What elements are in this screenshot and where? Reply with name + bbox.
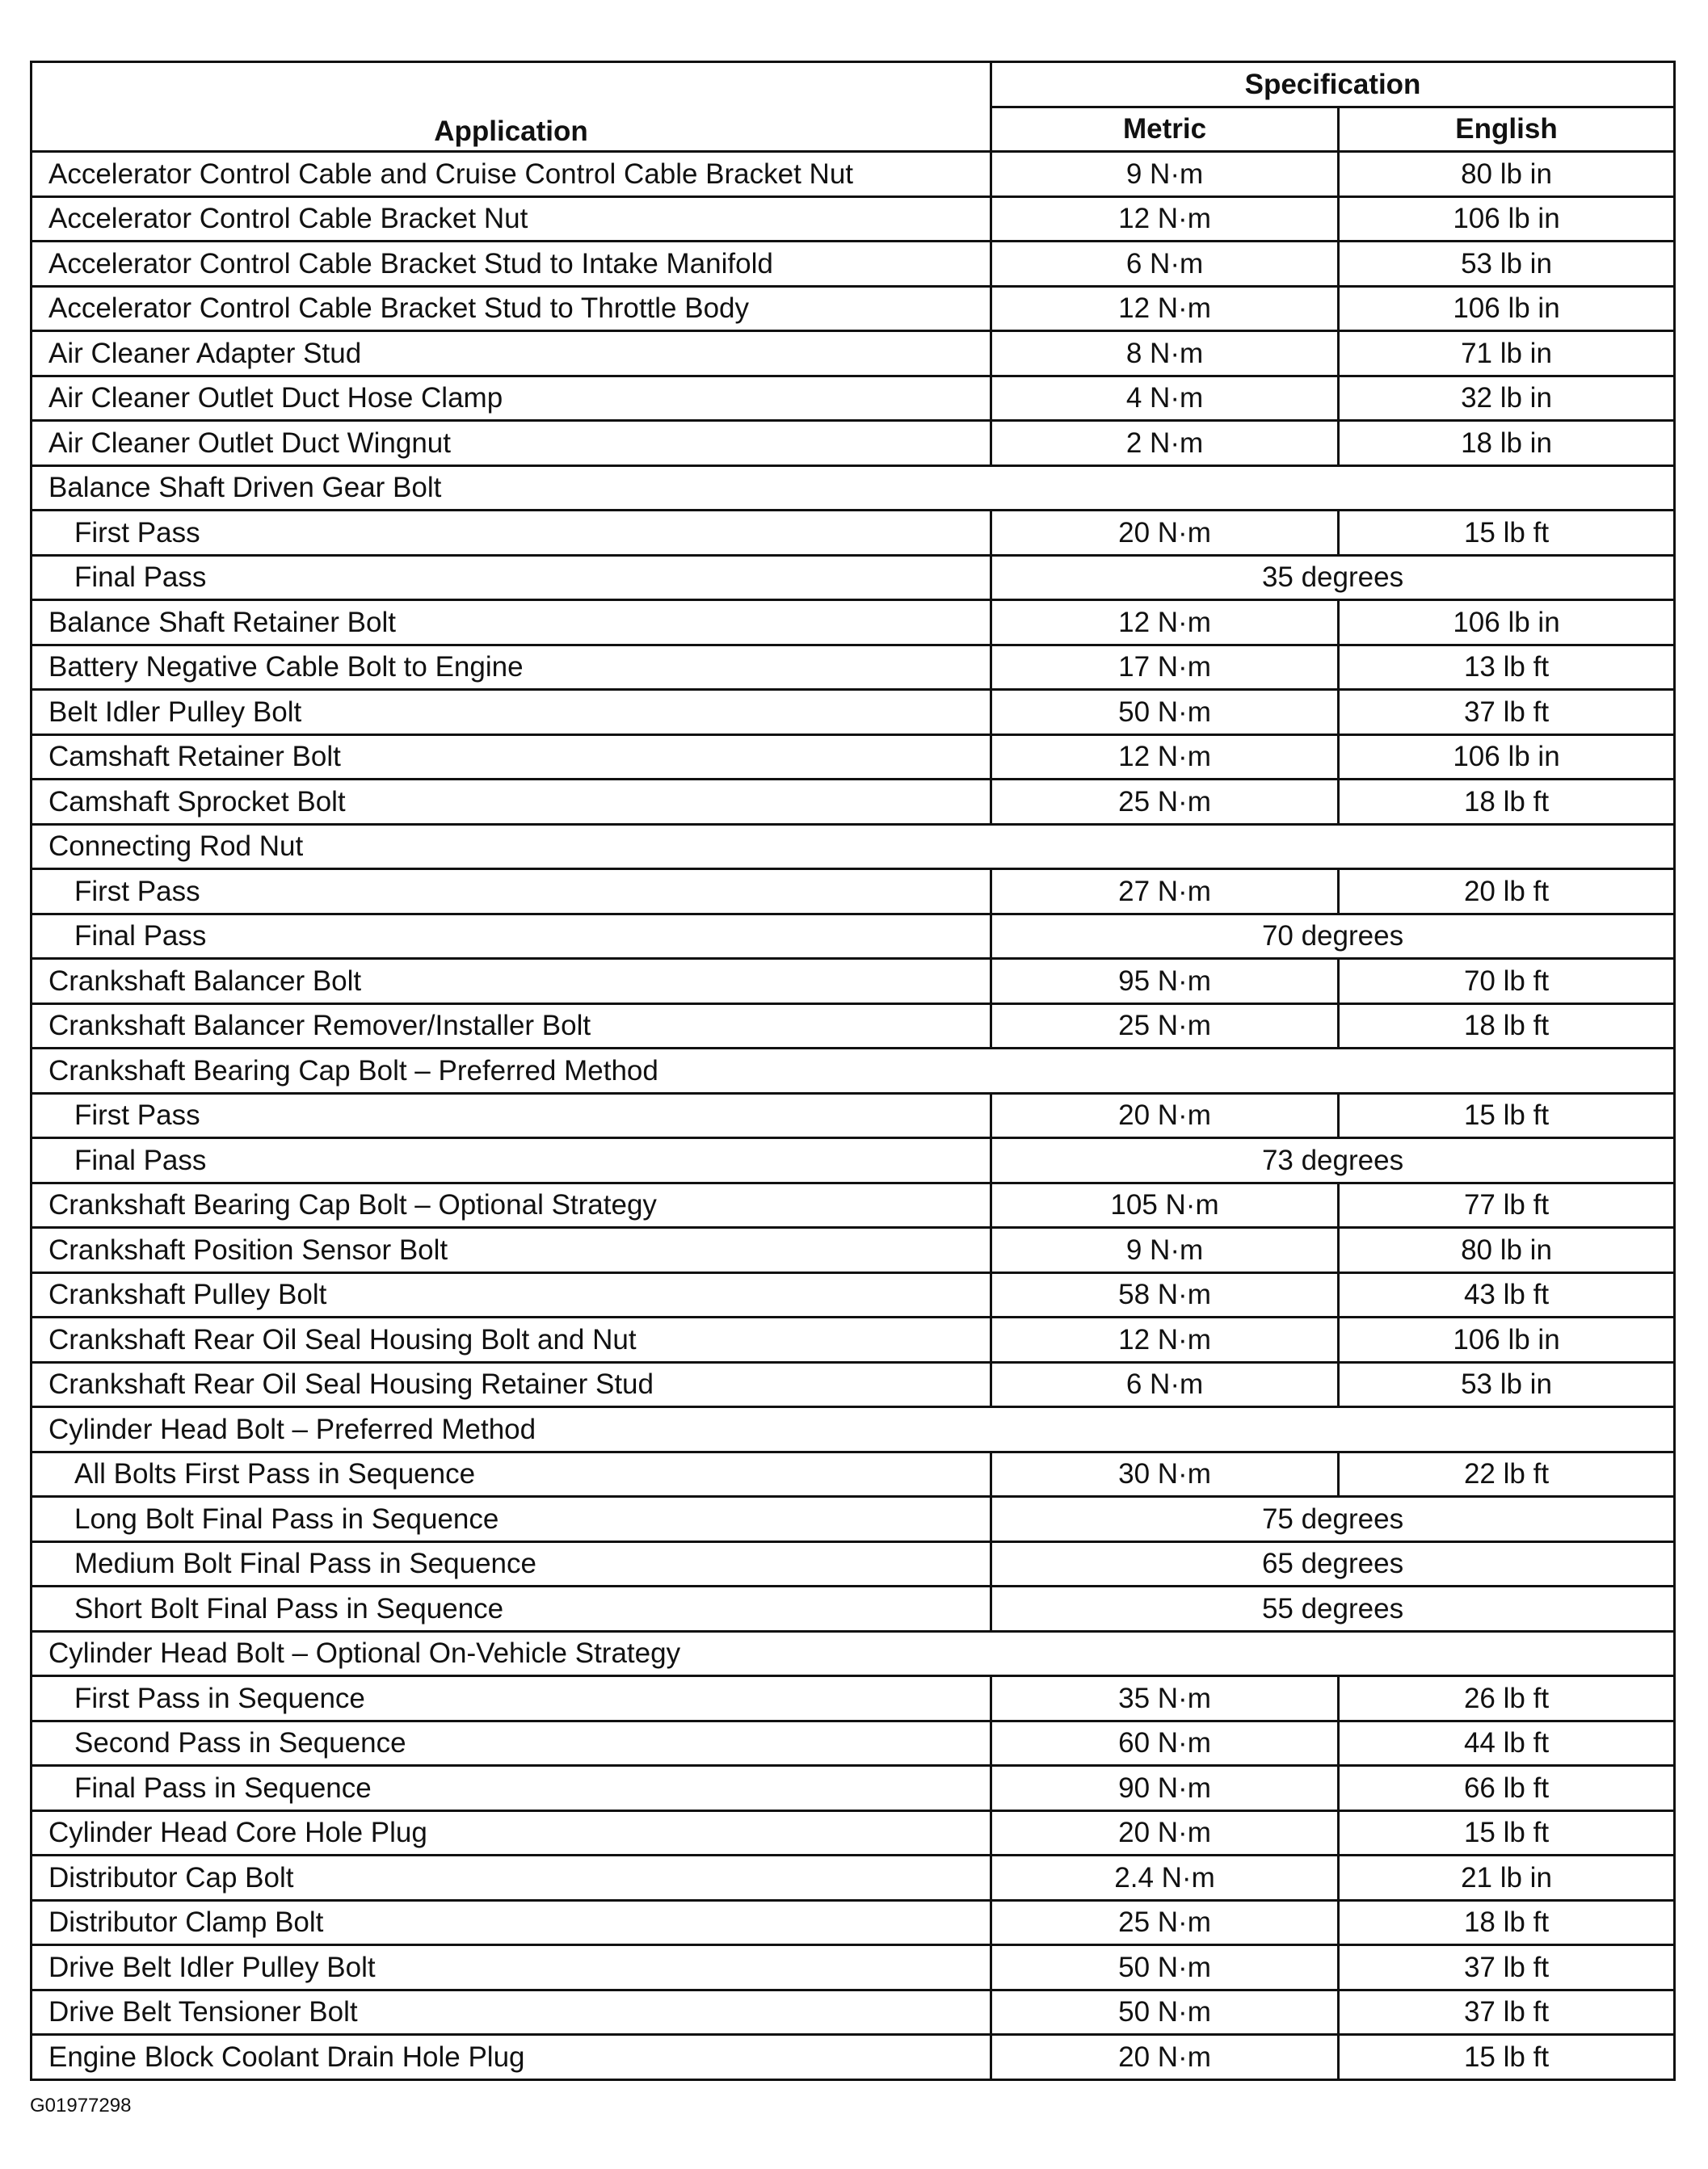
table-row: [32, 555, 1675, 600]
angle-spec-cell: 55 degrees: [991, 1587, 1675, 1632]
english-cell: 37 lb ft: [1339, 690, 1675, 735]
metric-cell: 25 N·m: [991, 1900, 1339, 1945]
english-cell: 106 lb in: [1339, 196, 1675, 242]
metric-header: Metric: [991, 107, 1339, 152]
metric-cell: 2 N·m: [991, 421, 1339, 466]
table-row: [32, 2035, 1675, 2080]
angle-spec-cell: 35 degrees: [991, 555, 1675, 600]
english-cell: 71 lb in: [1339, 331, 1675, 376]
metric-cell: 27 N·m: [991, 869, 1339, 914]
table-row: [32, 1228, 1675, 1273]
english-cell: 80 lb in: [1339, 152, 1675, 197]
english-cell: 37 lb ft: [1339, 1990, 1675, 2035]
table-row: [32, 242, 1675, 287]
table-row: [32, 1407, 1675, 1452]
english-cell: 18 lb ft: [1339, 780, 1675, 825]
metric-cell: 50 N·m: [991, 1990, 1339, 2035]
application-cell: Crankshaft Position Sensor Bolt: [32, 1228, 991, 1273]
application-cell: Drive Belt Idler Pulley Bolt: [32, 1945, 991, 1990]
application-cell: Cylinder Head Bolt – Optional On-Vehicle Strategy: [32, 1631, 991, 1676]
english-cell: 66 lb ft: [1339, 1766, 1675, 1811]
application-cell: First Pass: [32, 1093, 991, 1138]
application-cell: Air Cleaner Outlet Duct Wingnut: [32, 421, 991, 466]
english-cell: 13 lb ft: [1339, 645, 1675, 690]
metric-cell: 2.4 N·m: [991, 1856, 1339, 1901]
table-row: [32, 600, 1675, 645]
metric-cell: 25 N·m: [991, 1003, 1339, 1049]
english-cell: 70 lb ft: [1339, 959, 1675, 1004]
table-row: [32, 959, 1675, 1004]
metric-cell: 20 N·m: [991, 1093, 1339, 1138]
english-cell: 15 lb ft: [1339, 1093, 1675, 1138]
metric-cell: 9 N·m: [991, 1228, 1339, 1273]
english-cell: 53 lb in: [1339, 1362, 1675, 1407]
application-cell: Crankshaft Pulley Bolt: [32, 1272, 991, 1318]
table-row: [32, 331, 1675, 376]
application-cell: Balance Shaft Driven Gear Bolt: [32, 465, 991, 511]
application-cell: Crankshaft Bearing Cap Bolt – Preferred Method: [32, 1049, 991, 1094]
table-header: [32, 62, 1675, 152]
table-row: [32, 645, 1675, 690]
application-cell: Crankshaft Balancer Remover/Installer Bolt: [32, 1003, 991, 1049]
application-cell: Short Bolt Final Pass in Sequence: [32, 1587, 991, 1632]
metric-cell: 105 N·m: [991, 1183, 1339, 1228]
application-cell: Crankshaft Balancer Bolt: [32, 959, 991, 1004]
application-cell: Crankshaft Rear Oil Seal Housing Bolt and Nut: [32, 1318, 991, 1363]
metric-cell: 30 N·m: [991, 1452, 1339, 1497]
english-cell: 26 lb ft: [1339, 1676, 1675, 1721]
english-cell: 106 lb in: [1339, 1318, 1675, 1363]
torque-spec-table: [30, 61, 1676, 2081]
metric-cell: 6 N·m: [991, 242, 1339, 287]
empty-spec-cell: [991, 465, 1675, 511]
application-cell: Distributor Cap Bolt: [32, 1856, 991, 1901]
metric-cell: 4 N·m: [991, 376, 1339, 421]
metric-cell: 9 N·m: [991, 152, 1339, 197]
empty-spec-cell: [991, 1407, 1675, 1452]
table-row: [32, 869, 1675, 914]
table-row: [32, 1138, 1675, 1183]
metric-cell: 50 N·m: [991, 690, 1339, 735]
application-cell: Accelerator Control Cable Bracket Nut: [32, 196, 991, 242]
application-cell: Connecting Rod Nut: [32, 824, 991, 869]
table-row: [32, 421, 1675, 466]
application-cell: Accelerator Control Cable Bracket Stud to Intake Manifold: [32, 242, 991, 287]
english-cell: 43 lb ft: [1339, 1272, 1675, 1318]
application-cell: Medium Bolt Final Pass in Sequence: [32, 1541, 991, 1587]
application-cell: Crankshaft Bearing Cap Bolt – Optional Strategy: [32, 1183, 991, 1228]
figure-id: G01977298: [30, 2095, 132, 2116]
application-cell: First Pass: [32, 511, 991, 556]
metric-cell: 60 N·m: [991, 1721, 1339, 1766]
table-row: [32, 1272, 1675, 1318]
application-cell: Cylinder Head Core Hole Plug: [32, 1810, 991, 1856]
application-cell: Accelerator Control Cable Bracket Stud to Throttle Body: [32, 286, 991, 331]
table-row: [32, 1990, 1675, 2035]
metric-cell: 58 N·m: [991, 1272, 1339, 1318]
application-cell: Balance Shaft Retainer Bolt: [32, 600, 991, 645]
application-cell: Engine Block Coolant Drain Hole Plug: [32, 2035, 991, 2080]
table-row: [32, 1362, 1675, 1407]
application-cell: First Pass: [32, 869, 991, 914]
table-row: [32, 1676, 1675, 1721]
english-cell: 15 lb ft: [1339, 511, 1675, 556]
english-header: English: [1339, 107, 1675, 152]
english-cell: 53 lb in: [1339, 242, 1675, 287]
application-cell: Final Pass: [32, 555, 991, 600]
english-cell: 15 lb ft: [1339, 2035, 1675, 2080]
metric-cell: 12 N·m: [991, 600, 1339, 645]
table-row: [32, 1318, 1675, 1363]
table-row: [32, 1856, 1675, 1901]
english-cell: 18 lb ft: [1339, 1003, 1675, 1049]
metric-cell: 20 N·m: [991, 2035, 1339, 2080]
application-cell: Camshaft Retainer Bolt: [32, 734, 991, 780]
table-row: [32, 1049, 1675, 1094]
table-row: [32, 511, 1675, 556]
angle-spec-cell: 65 degrees: [991, 1541, 1675, 1587]
metric-cell: 12 N·m: [991, 196, 1339, 242]
metric-cell: 12 N·m: [991, 286, 1339, 331]
application-cell: Accelerator Control Cable and Cruise Control Cable Bracket Nut: [32, 152, 991, 197]
table-row: [32, 734, 1675, 780]
table-row: [32, 376, 1675, 421]
application-cell: First Pass in Sequence: [32, 1676, 991, 1721]
english-cell: 32 lb in: [1339, 376, 1675, 421]
application-cell: Crankshaft Rear Oil Seal Housing Retainer Stud: [32, 1362, 991, 1407]
application-cell: Drive Belt Tensioner Bolt: [32, 1990, 991, 2035]
application-cell: Distributor Clamp Bolt: [32, 1900, 991, 1945]
application-cell: All Bolts First Pass in Sequence: [32, 1452, 991, 1497]
angle-spec-cell: 70 degrees: [991, 914, 1675, 959]
empty-spec-cell: [991, 824, 1675, 869]
table-row: [32, 1766, 1675, 1811]
application-cell: Air Cleaner Adapter Stud: [32, 331, 991, 376]
application-cell: Belt Idler Pulley Bolt: [32, 690, 991, 735]
table-row: [32, 914, 1675, 959]
table-row: [32, 1541, 1675, 1587]
english-cell: 20 lb ft: [1339, 869, 1675, 914]
metric-cell: 6 N·m: [991, 1362, 1339, 1407]
table-row: [32, 1900, 1675, 1945]
table-row: [32, 196, 1675, 242]
metric-cell: 12 N·m: [991, 1318, 1339, 1363]
metric-cell: 20 N·m: [991, 1810, 1339, 1856]
metric-cell: 50 N·m: [991, 1945, 1339, 1990]
application-cell: Second Pass in Sequence: [32, 1721, 991, 1766]
table-row: [32, 152, 1675, 197]
application-cell: Final Pass: [32, 1138, 991, 1183]
application-cell: Final Pass: [32, 914, 991, 959]
english-cell: 21 lb in: [1339, 1856, 1675, 1901]
metric-cell: 8 N·m: [991, 331, 1339, 376]
table-row: [32, 1587, 1675, 1632]
application-header: Application: [32, 62, 991, 152]
english-cell: 106 lb in: [1339, 734, 1675, 780]
angle-spec-cell: 73 degrees: [991, 1138, 1675, 1183]
metric-cell: 12 N·m: [991, 734, 1339, 780]
table-row: [32, 1093, 1675, 1138]
english-cell: 77 lb ft: [1339, 1183, 1675, 1228]
english-cell: 44 lb ft: [1339, 1721, 1675, 1766]
english-cell: 22 lb ft: [1339, 1452, 1675, 1497]
table-row: [32, 1497, 1675, 1542]
application-cell: Cylinder Head Bolt – Preferred Method: [32, 1407, 991, 1452]
metric-cell: 90 N·m: [991, 1766, 1339, 1811]
english-cell: 18 lb ft: [1339, 1900, 1675, 1945]
table-row: [32, 286, 1675, 331]
table-row: [32, 1810, 1675, 1856]
table-row: [32, 690, 1675, 735]
english-cell: 15 lb ft: [1339, 1810, 1675, 1856]
metric-cell: 35 N·m: [991, 1676, 1339, 1721]
metric-cell: 25 N·m: [991, 780, 1339, 825]
application-cell: Battery Negative Cable Bolt to Engine: [32, 645, 991, 690]
application-cell: Camshaft Sprocket Bolt: [32, 780, 991, 825]
table-body: [32, 152, 1675, 2080]
table-row: [32, 1183, 1675, 1228]
table-row: [32, 1631, 1675, 1676]
table-row: [32, 780, 1675, 825]
metric-cell: 95 N·m: [991, 959, 1339, 1004]
table-row: [32, 1452, 1675, 1497]
application-cell: Air Cleaner Outlet Duct Hose Clamp: [32, 376, 991, 421]
english-cell: 37 lb ft: [1339, 1945, 1675, 1990]
table-row: [32, 1945, 1675, 1990]
table-row: [32, 465, 1675, 511]
empty-spec-cell: [991, 1631, 1675, 1676]
english-cell: 18 lb in: [1339, 421, 1675, 466]
application-cell: Final Pass in Sequence: [32, 1766, 991, 1811]
metric-cell: 20 N·m: [991, 511, 1339, 556]
table-row: [32, 824, 1675, 869]
angle-spec-cell: 75 degrees: [991, 1497, 1675, 1542]
english-cell: 106 lb in: [1339, 286, 1675, 331]
english-cell: 106 lb in: [1339, 600, 1675, 645]
table-row: [32, 1721, 1675, 1766]
empty-spec-cell: [991, 1049, 1675, 1094]
english-cell: 80 lb in: [1339, 1228, 1675, 1273]
table-row: [32, 1003, 1675, 1049]
specification-header: Specification: [991, 62, 1675, 107]
application-cell: Long Bolt Final Pass in Sequence: [32, 1497, 991, 1542]
metric-cell: 17 N·m: [991, 645, 1339, 690]
